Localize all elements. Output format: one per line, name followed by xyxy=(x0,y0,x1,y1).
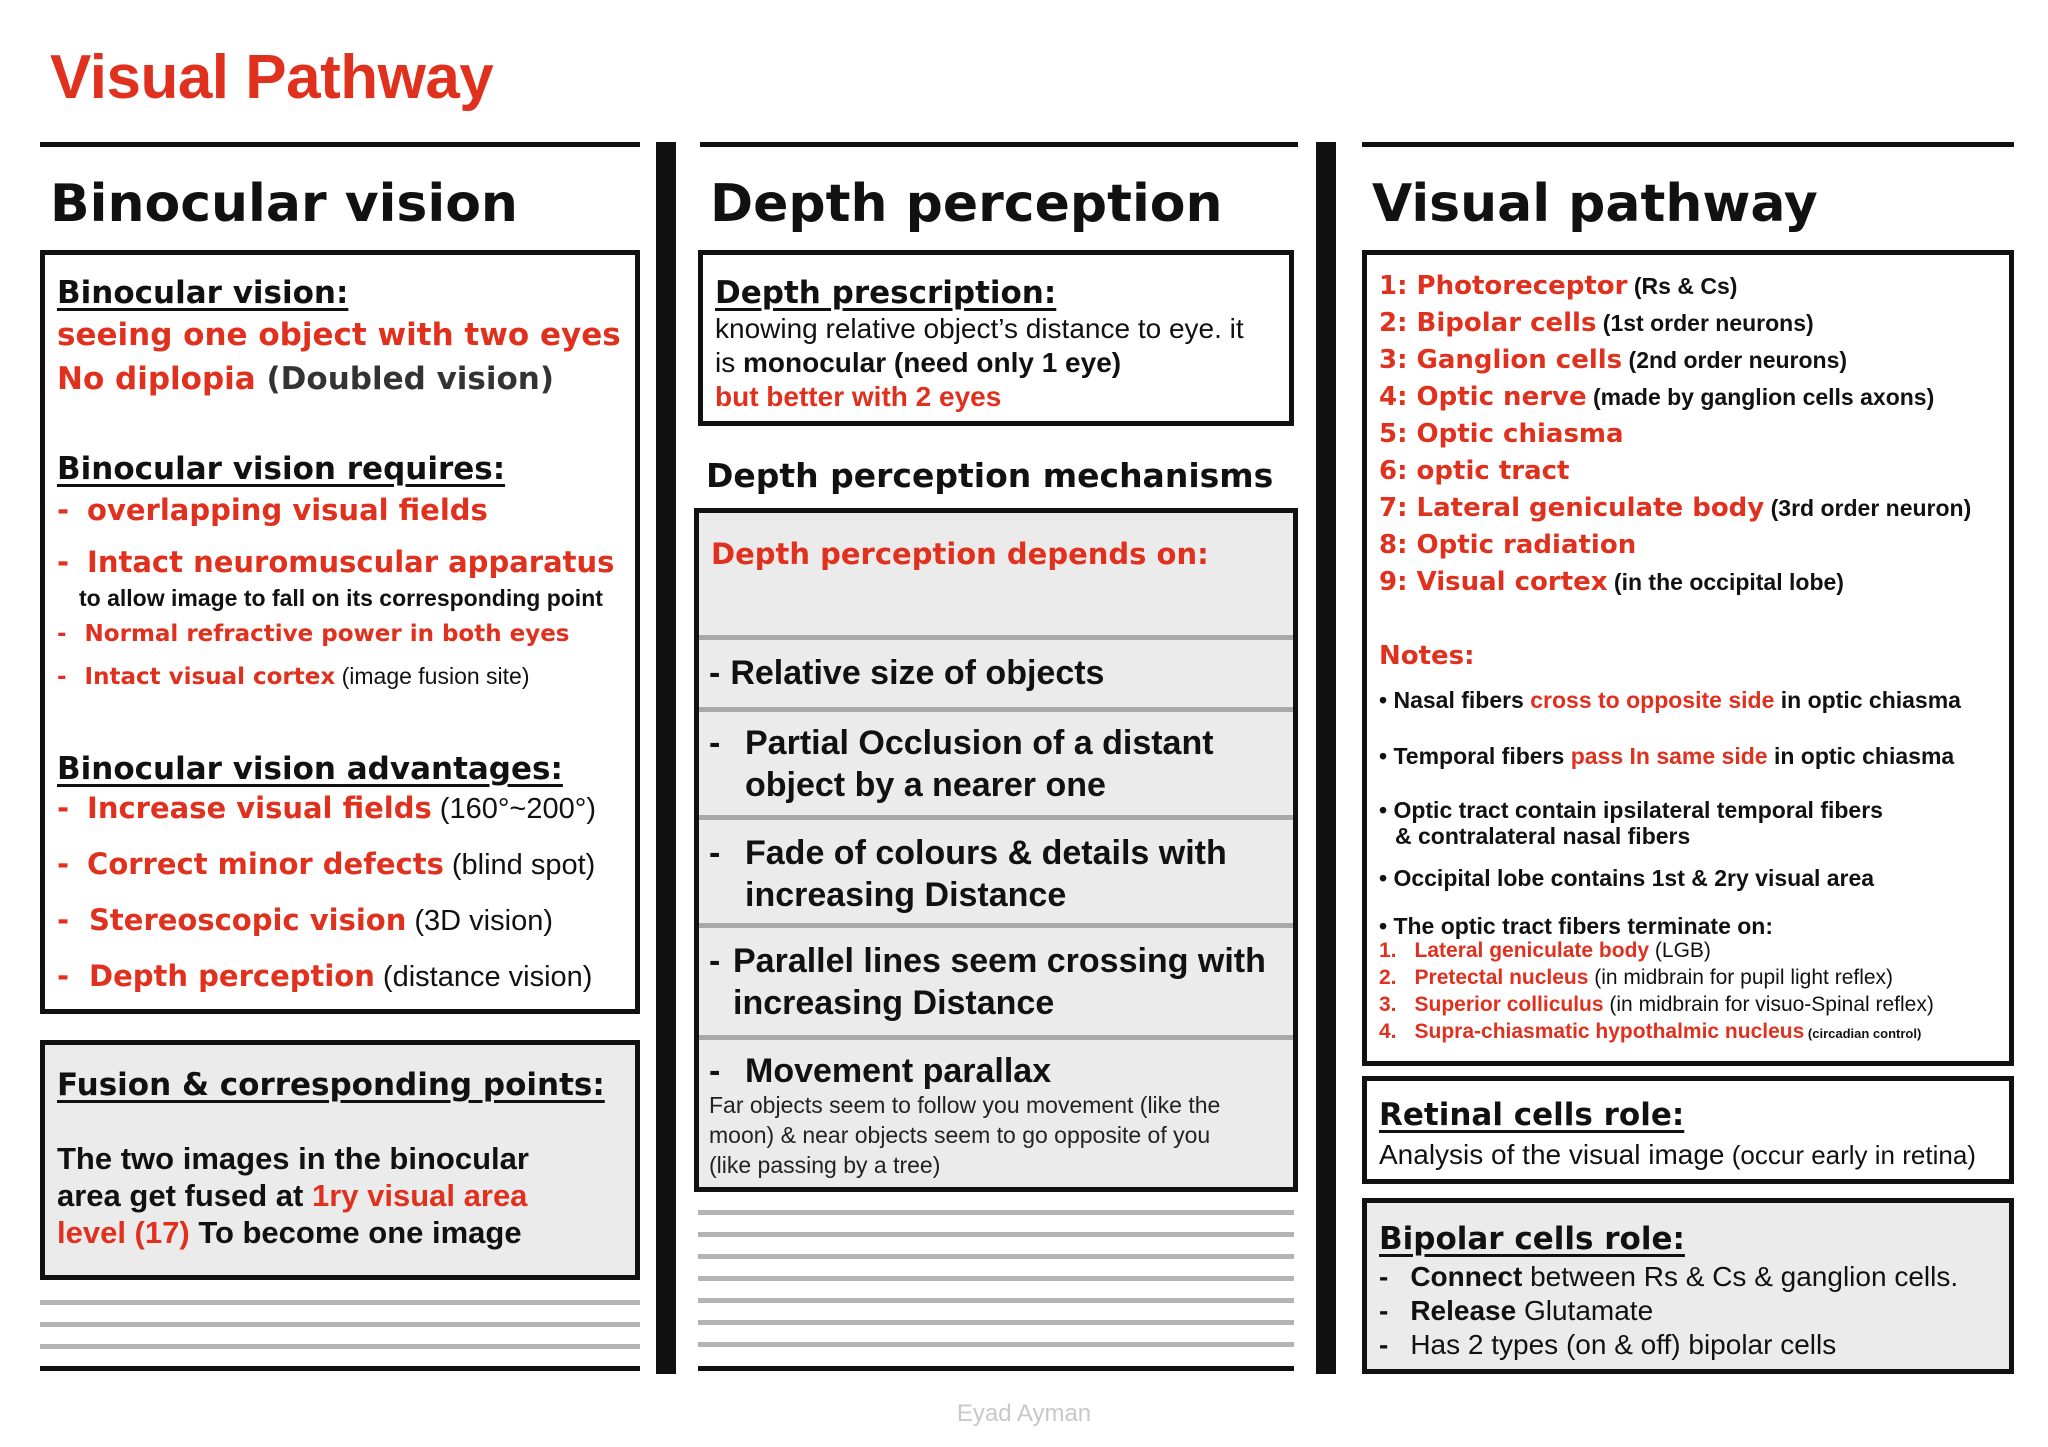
column-1-top-rule xyxy=(40,142,640,147)
bipolar-cells-heading: Bipolar cells role: xyxy=(1379,1221,1685,1257)
author-credit: Eyad Ayman xyxy=(956,1400,1092,1427)
notebook-line xyxy=(698,1276,1294,1281)
requirement-item: - overlapping visual fields xyxy=(57,493,488,527)
fusion-heading: Fusion & corresponding points: xyxy=(57,1067,605,1103)
note-item: • Nasal fibers cross to opposite side in optic chiasma xyxy=(1379,687,1961,713)
page-title: Visual Pathway xyxy=(50,43,494,112)
notes-heading: Notes: xyxy=(1379,641,1475,671)
note-item: • Optic tract contain ipsilateral temporal fibers xyxy=(1379,797,1883,823)
notebook-line xyxy=(40,1344,640,1349)
termination-item: 2. Pretectal nucleus (in midbrain for pupil light reflex) xyxy=(1379,966,1894,989)
advantage-item: - Stereoscopic vision (3D vision) xyxy=(57,903,553,937)
column-separator-right xyxy=(1316,142,1336,1374)
fusion-text-line: area get fused at 1ry visual area xyxy=(57,1178,528,1213)
mechanism-item: - Parallel lines seem crossing with increasing Distance xyxy=(699,923,1293,1035)
pathway-step: 7: Lateral geniculate body (3rd order neuron) xyxy=(1379,493,1972,523)
advantage-item: - Increase visual fields (160°~200°) xyxy=(57,791,597,825)
depth-prescription-heading: Depth prescription: xyxy=(715,275,1057,311)
pathway-box xyxy=(1362,250,2014,1066)
depth-prescription-box xyxy=(698,250,1294,426)
fusion-box xyxy=(40,1040,640,1280)
pathway-step: 5: Optic chiasma xyxy=(1379,419,1624,449)
pathway-step: 4: Optic nerve (made by ganglion cells axons) xyxy=(1379,382,1935,412)
mechanism-item: - Partial Occlusion of a distant object by a nearer one xyxy=(699,707,1293,815)
requirement-subtext: to allow image to fall on its corresponding point xyxy=(79,585,603,611)
prescription-text-line: but better with 2 eyes xyxy=(715,381,1002,412)
termination-item: 1. Lateral geniculate body (LGB) xyxy=(1379,939,1711,962)
notebook-line xyxy=(698,1342,1294,1347)
advantage-item: - Correct minor defects (blind spot) xyxy=(57,847,596,881)
binocular-vision-box xyxy=(40,250,640,1014)
pathway-step: 6: optic tract xyxy=(1379,456,1570,486)
requirement-item: - Intact neuromuscular apparatus xyxy=(57,545,615,579)
pathway-step: 3: Ganglion cells (2nd order neurons) xyxy=(1379,345,1848,375)
note-item-continued: & contralateral nasal fibers xyxy=(1395,823,1691,849)
retinal-cells-text: Analysis of the visual image (occur early in retina) xyxy=(1379,1139,1976,1170)
requires-heading: Binocular vision requires: xyxy=(57,451,506,487)
binocular-column-title: Binocular vision xyxy=(50,174,518,234)
note-item: • The optic tract fibers terminate on: xyxy=(1379,913,1774,939)
bipolar-role-item: - Has 2 types (on & off) bipolar cells xyxy=(1379,1329,1837,1360)
retinal-cells-box xyxy=(1362,1076,2014,1184)
no-diplopia-line xyxy=(57,361,554,397)
fusion-text-line: level (17) To become one image xyxy=(57,1215,522,1250)
notebook-line xyxy=(698,1320,1294,1325)
bipolar-role-item: - Connect between Rs & Cs & ganglion cells. xyxy=(1379,1261,1959,1292)
notebook-line xyxy=(40,1322,640,1327)
retinal-cells-heading: Retinal cells role: xyxy=(1379,1097,1685,1133)
termination-item: 3. Superior colliculus (in midbrain for visuo-Spinal reflex) xyxy=(1379,993,1934,1016)
prescription-text-line: is monocular (need only 1 eye) xyxy=(715,347,1122,378)
notebook-line xyxy=(698,1298,1294,1303)
termination-item: 4. Supra-chiasmatic hypothalmic nucleus (circadian control) xyxy=(1379,1020,1922,1043)
prescription-text-line: knowing relative object’s distance to eye. it xyxy=(715,313,1244,344)
advantage-item: - Depth perception (distance vision) xyxy=(57,959,593,993)
mechanism-item: - Fade of colours & details with increasing Distance xyxy=(699,815,1293,923)
mechanism-item: - Movement parallax Far objects seem to follow you movement (like the moon) & near objects seem to go opposite of you (like passing by a tree) xyxy=(699,1035,1293,1192)
notebook-line xyxy=(698,1232,1294,1237)
notebook-line xyxy=(698,1254,1294,1259)
mechanisms-heading: Depth perception mechanisms xyxy=(706,456,1274,495)
pathway-step: 9: Visual cortex (in the occipital lobe) xyxy=(1379,567,1844,597)
notebook-line xyxy=(698,1210,1294,1215)
binocular-definition-line: seeing one object with two eyes xyxy=(57,317,621,353)
pathway-step: 1: Photoreceptor (Rs & Cs) xyxy=(1379,271,1738,301)
fusion-text-line: The two images in the binocular xyxy=(57,1141,529,1176)
notebook-line xyxy=(40,1300,640,1305)
pathway-step: 8: Optic radiation xyxy=(1379,530,1637,560)
pathway-column-title: Visual pathway xyxy=(1372,174,1818,234)
mechanisms-box xyxy=(694,508,1298,1192)
column-2-bottom-rule xyxy=(698,1366,1294,1371)
depends-on-heading: Depth perception depends on: xyxy=(711,537,1209,571)
column-separator-left xyxy=(656,142,676,1374)
requirement-item: - Normal refractive power in both eyes xyxy=(57,621,570,647)
doubled-vision-note: (Doubled vision) xyxy=(255,361,555,397)
advantages-heading: Binocular vision advantages: xyxy=(57,751,563,787)
column-2-top-rule xyxy=(700,142,1298,147)
binocular-definition-heading: Binocular vision: xyxy=(57,275,349,311)
column-1-bottom-rule xyxy=(40,1366,640,1371)
mechanism-item: - Relative size of objects xyxy=(699,635,1293,707)
bipolar-role-item: - Release Glutamate xyxy=(1379,1295,1654,1326)
pathway-step: 2: Bipolar cells (1st order neurons) xyxy=(1379,308,1814,338)
note-item: • Occipital lobe contains 1st & 2ry visual area xyxy=(1379,865,1875,891)
requirement-item: - Intact visual cortex (image fusion site) xyxy=(57,663,530,690)
depth-column-title: Depth perception xyxy=(710,174,1223,234)
note-item: • Temporal fibers pass In same side in optic chiasma xyxy=(1379,743,1955,769)
no-diplopia-text: No diplopia xyxy=(57,361,256,397)
column-3-top-rule xyxy=(1362,142,2014,147)
bipolar-cells-box xyxy=(1362,1198,2014,1374)
